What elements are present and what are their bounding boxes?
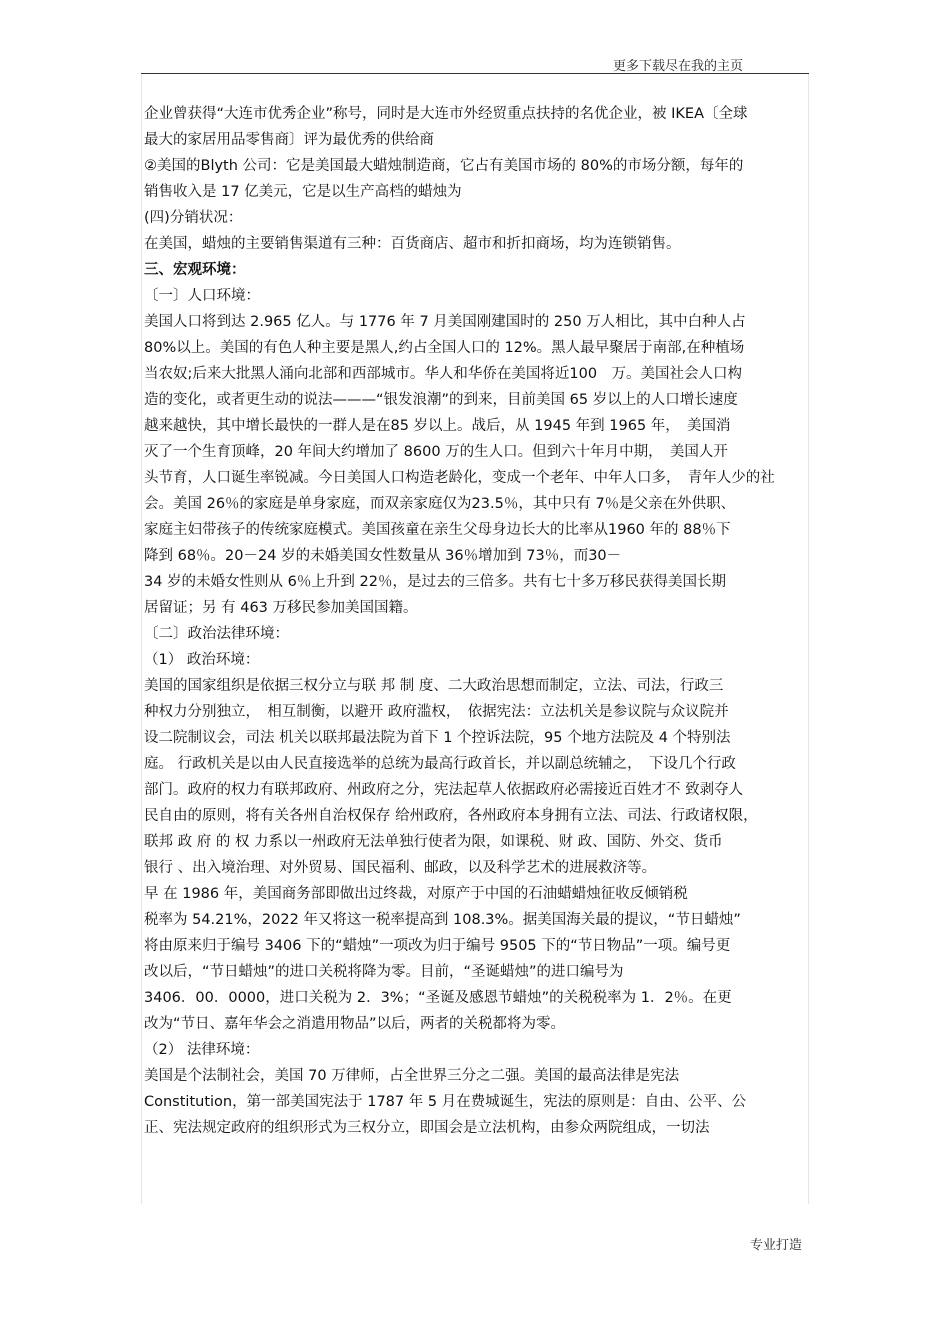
section-heading: 三、宏观环境：: [144, 262, 246, 278]
text-line: 灭了一个生育顶峰，20 年间大约增加了 8600 万的生人口。但到六十年月中期， 美国人开: [144, 444, 728, 460]
text-line: ②美国的Blyth 公司：它是美国最大蜡烛制造商，它占有美国市场的 80%的市场分额，每年的: [144, 158, 744, 174]
section-heading: (四)分销状况：: [144, 210, 243, 226]
text-line: 销售收入是 17 亿美元，它是以生产高档的蜡烛为: [144, 184, 462, 200]
text-line: 头节育，人口诞生率锐减。今日美国人口构造老龄化，变成一个老年、中年人口多， 青年人少的社: [144, 470, 775, 486]
subsection-heading: （1） 政治环境：: [144, 652, 260, 668]
subsection-heading: （2） 法律环境：: [144, 1042, 260, 1058]
text-line: 80%以上。美国的有色人种主要是黑人,约占全国人口的 12%。黑人最早聚居于南部,在种植场: [144, 340, 745, 356]
text-line: 3406．00．0000，进口关税为 2．3%；“圣诞及感恩节蜡烛”的关税税率为 1．2％。在更: [144, 990, 732, 1006]
text-line: 银行 、出入境治理、对外贸易、国民福利、邮政，以及科学艺术的进展救济等。: [144, 860, 657, 876]
text-line: 会。美国 26％的家庭是单身家庭，而双亲家庭仅为23.5％，其中只有 7％是父亲在外供职、: [144, 496, 736, 512]
text-line: 设二院制议会，司法 机关以联邦最法院为首下 1 个控诉法院，95 个地方法院及 4 个特别法: [144, 730, 731, 746]
subsection-heading: 〔二〕政治法律环境：: [144, 626, 289, 642]
text-line: 美国是个法制社会，美国 70 万律师，占全世界三分之二强。美国的最高法律是宪法: [144, 1068, 680, 1084]
text-line: 税率为 54.21%，2022 年又将这一税率提高到 108.3%。据美国海关最的提议，“节日蜡烛”: [144, 912, 741, 928]
left-margin-guide: [141, 74, 142, 1204]
text-line: 在美国，蜡烛的主要销售渠道有三种：百货商店、超市和折扣商场，均为连锁销售。: [144, 236, 681, 252]
text-line: 正、宪法规定政府的组织形式为三权分立，即国会是立法机构，由参众两院组成，一切法: [144, 1120, 710, 1136]
text-line: 居留证；另 有 463 万移民参加美国国籍。: [144, 600, 418, 616]
text-line: 造的变化，或者更生动的说法———“银发浪潮”的到来，目前美国 65 岁以上的人口增长速度: [144, 392, 738, 408]
text-line: 34 岁的未婚女性则从 6％上升到 22％，是过去的三倍多。共有七十多万移民获得美国长期: [144, 574, 726, 590]
subsection-heading: 〔一〕人口环境：: [144, 288, 260, 304]
page-header-text: 更多下载尽在我的主页: [613, 59, 744, 74]
text-line: 改以后，“节日蜡烛”的进口关税将降为零。目前，“圣诞蜡烛”的进口编号为: [144, 964, 624, 980]
text-line: 当农奴;后来大批黑人涌向北部和西部城市。华人和华侨在美国将近100 万。美国社会人口构: [144, 366, 743, 382]
header-divider: [141, 73, 809, 74]
right-margin-guide: [808, 74, 809, 1204]
text-line: 早 在 1986 年，美国商务部即做出过终裁，对原产于中国的石油蜡蜡烛征收反倾销税: [144, 886, 688, 902]
text-line: 美国的国家组织是依据三权分立与联 邦 制 度、二大政治思想而制定，立法、司法，行政三: [144, 678, 724, 694]
text-line: Constitution，第一部美国宪法于 1787 年 5 月在费城诞生，宪法的原则是：自由、公平、公: [144, 1094, 747, 1110]
text-line: 美国人口将到达 2.965 亿人。与 1776 年 7 月美国刚建国时的 250 万人相比，其中白种人占: [144, 314, 746, 330]
text-line: 民自由的原则，将有关各州自治权保存 给州政府，各州政府本身拥有立法、司法、行政诸权限，: [144, 808, 758, 824]
text-line: 庭。 行政机关是以由人民直接选举的总统为最高行政首长，并以副总统辅之， 下设几个行政: [144, 756, 736, 772]
text-line: 种权力分别独立， 相互制衡，以避开 政府滥权， 依据宪法：立法机关是参议院与众议院并: [144, 704, 729, 720]
document-body: [144, 101, 808, 1141]
text-line: 部门。政府的权力有联邦政府、州政府之分，宪法起草人依据政府必需接近百姓才不 致剥夺人: [144, 782, 744, 798]
text-line: 企业曾获得“大连市优秀企业”称号，同时是大连市外经贸重点扶持的名优企业，被 IKEA〔全球: [144, 106, 748, 122]
text-line: 最大的家居用品零售商〕评为最优秀的供给商: [144, 132, 434, 148]
text-line: 联邦 政 府 的 权 力系以一州政府无法单独行使者为限，如课税、财 政、国防、外交、货币: [144, 834, 723, 850]
text-line: 降到 68％。20－24 岁的未婚美国女性数量从 36％增加到 73％，而30－: [144, 548, 622, 564]
text-line: 将由原来归于编号 3406 下的“蜡烛”一项改为归于编号 9505 下的“节日物品”一项。编号更: [144, 938, 731, 954]
text-line: 越来越快，其中增长最快的一群人是在85 岁以上。战后，从 1945 年到 1965 年， 美国消: [144, 418, 731, 434]
text-line: 改为“节日、嘉年华会之消遣用物品”以后，两者的关税都将为零。: [144, 1016, 566, 1032]
page-footer-text: 专业打造: [750, 1238, 803, 1253]
text-line: 家庭主妇带孩子的传统家庭模式。美国孩童在亲生父母身边长大的比率从1960 年的 88％下: [144, 522, 731, 538]
